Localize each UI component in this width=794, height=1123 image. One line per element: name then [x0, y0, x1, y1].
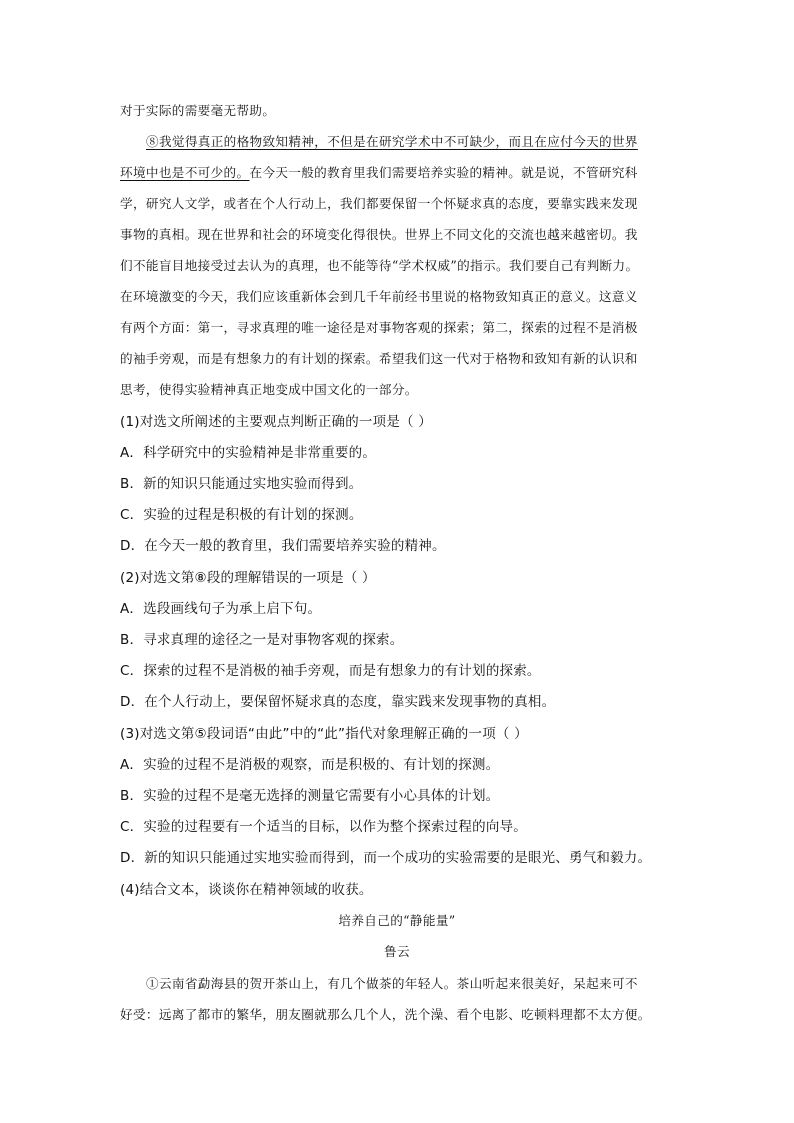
- answer-option: A．科学研究中的实验精神是非常重要的。: [120, 445, 377, 461]
- answer-option: C．实验的过程是积极的有计划的探测。: [120, 507, 363, 523]
- answer-option: D．在今天一般的教育里，我们需要培养实验的精神。: [120, 538, 446, 554]
- question-stem: (1)对选文所阐述的主要观点判断正确的一项是（ ）: [120, 414, 432, 430]
- passage-text-line: ①云南省勐海县的贺开茶山上，有几个做茶的年轻人。茶山听起来很美好，呆起来可不: [146, 976, 638, 991]
- answer-option: D．在个人行动上，要保留怀疑求真的态度，靠实践来发现事物的真相。: [120, 694, 556, 710]
- answer-option: C．实验的过程要有一个适当的目标，以作为整个探索过程的向导。: [120, 819, 527, 835]
- underlined-sentence: ⑧我觉得真正的格物致知精神，不但是在研究学术中不可缺少，而且在应付今天的世界: [146, 134, 638, 149]
- question-stem: (3)对选文第⑤段词语“由此”中的“此”指代对象理解正确的一项（ ）: [120, 726, 528, 742]
- answer-option: D．新的知识只能通过实地实验而得到，而一个成功的实验需要的是眼光、勇气和毅力。: [120, 850, 652, 866]
- passage-text-line: 有两个方面：第一，寻求真理的唯一途径是对事物客观的探索；第二，探索的过程不是消极: [120, 320, 638, 335]
- underlined-sentence: 环境中也是不可少的。: [120, 165, 250, 180]
- answer-option: A．实验的过程不是消极的观察，而是积极的、有计划的探测。: [120, 757, 500, 773]
- passage-text-line: 事物的真相。现在世界和社会的环境变化得很快。世界上不同文化的交流也越来越密切。我: [120, 227, 638, 242]
- answer-option: B．新的知识只能通过实地实验而得到。: [120, 476, 363, 492]
- passage-text-line: 学，研究人文学，或者在个人行动上，我们都要保留一个怀疑求真的态度，要靠实践来发现: [120, 196, 638, 211]
- answer-option: B．实验的过程不是毫无选择的测量它需要有小心具体的计划。: [120, 788, 500, 804]
- article-title: 培养自己的“静能量”: [338, 913, 456, 928]
- article-author: 鲁云: [384, 944, 410, 959]
- passage-text-line: 好受：远离了都市的繁华，朋友圈就那么几个人，洗个澡、看个电影、吃顿料理都不太方便。: [120, 1007, 651, 1022]
- passage-text-run: 在今天一般的教育里我们需要培养实验的精神。就是说，不管研究科: [249, 165, 638, 180]
- passage-text-line: 们不能盲目地接受过去认为的真理，也不能等待“学术权威”的指示。我们要自己有判断力。: [120, 258, 639, 273]
- question-stem: (4)结合文本，谈谈你在精神领域的收获。: [120, 882, 373, 898]
- passage-text-line: 在环境激变的今天，我们应该重新体会到几千年前经书里说的格物致知真正的意义。这意义: [120, 289, 638, 304]
- question-stem: (2)对选文第⑧段的理解错误的一项是（ ）: [120, 570, 376, 586]
- passage-text-line: [120, 163, 638, 183]
- passage-text-line: 思考，使得实验精神真正地变成中国文化的一部分。: [120, 382, 418, 397]
- answer-option: B．寻求真理的途径之一是对事物客观的探索。: [120, 632, 404, 648]
- passage-text-line: 的袖手旁观，而是有想象力的有计划的探索。希望我们这一代对于格物和致知有新的认识和: [120, 351, 638, 366]
- answer-option: A．选段画线句子为承上启下句。: [120, 601, 322, 617]
- answer-option: C．探索的过程不是消极的袖手旁观，而是有想象力的有计划的探索。: [120, 663, 541, 679]
- passage-text-line: 对于实际的需要毫无帮助。: [120, 103, 276, 118]
